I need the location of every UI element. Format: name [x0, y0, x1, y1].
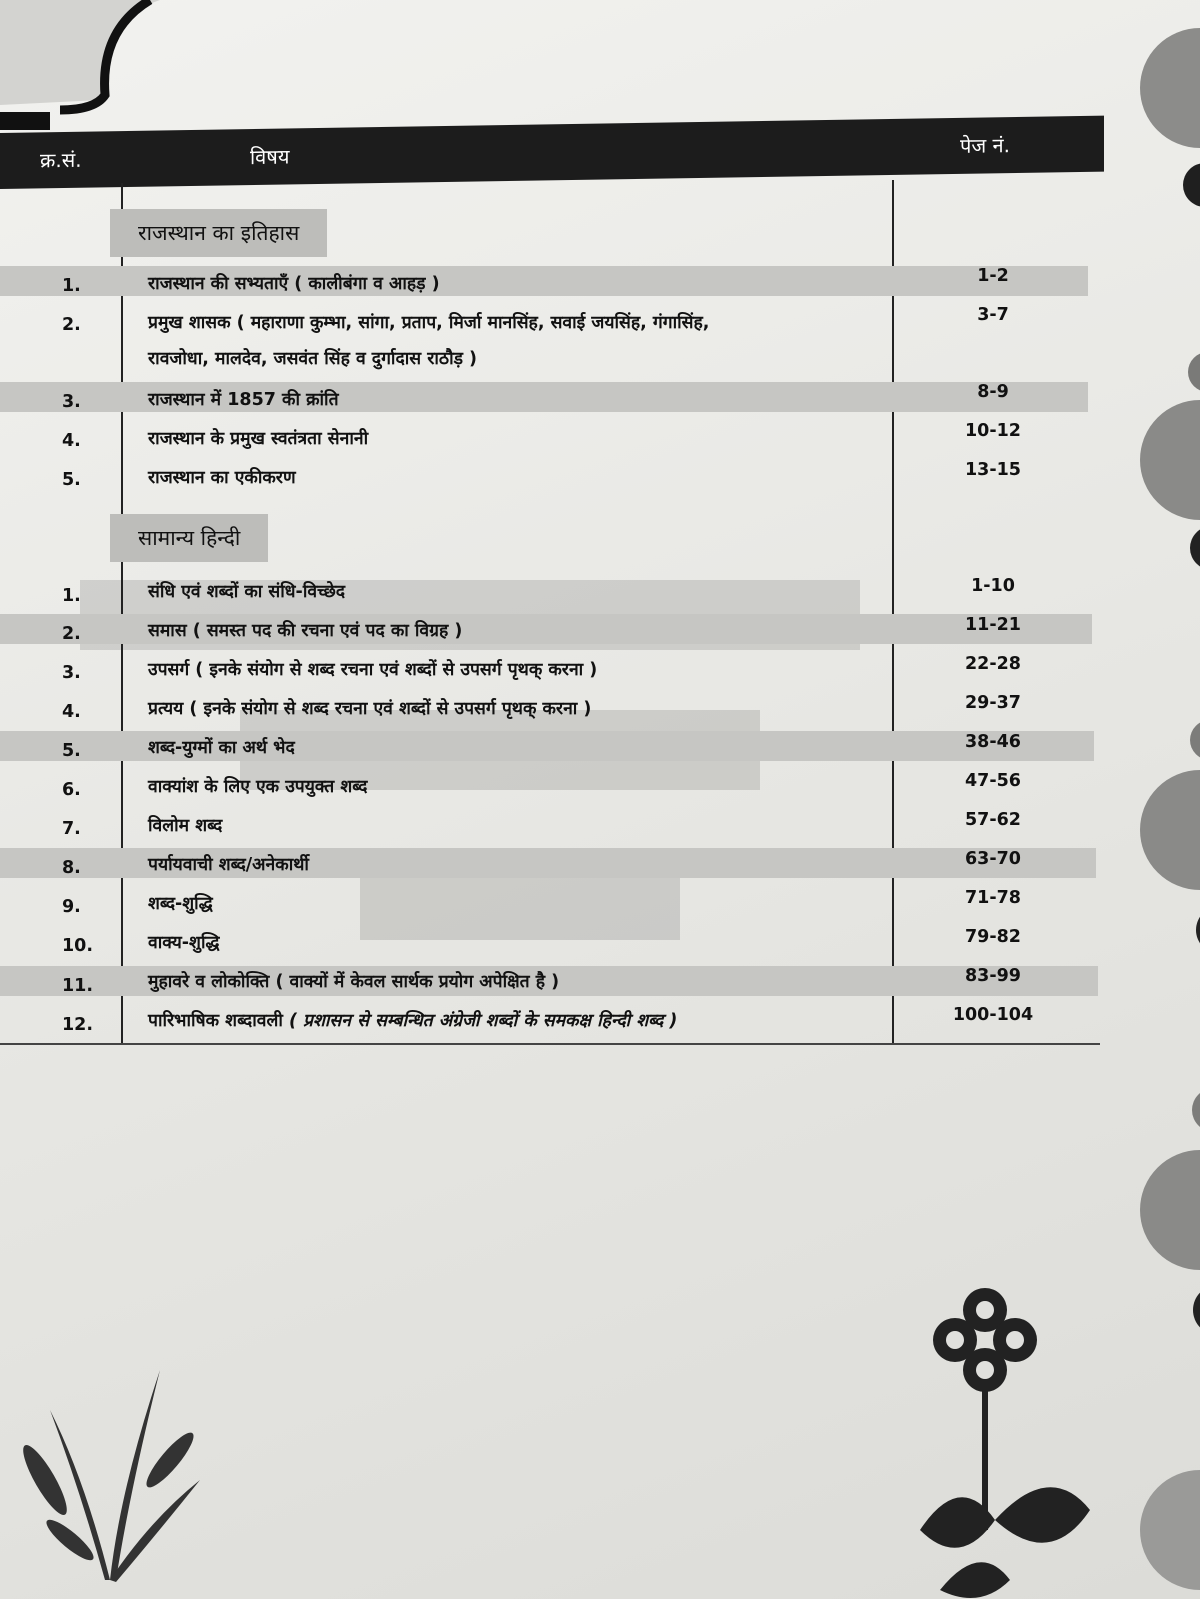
- row-page-range: 8-9: [977, 382, 1009, 402]
- row-subject: राजस्थान में 1857 की क्रांति: [148, 390, 339, 410]
- row-subject: वाक्यांश के लिए एक उपयुक्त शब्द: [148, 777, 368, 797]
- row-subject: शब्द-युग्मों का अर्थ भेद: [148, 738, 295, 758]
- row-number: 11.: [62, 976, 94, 996]
- row-subject: [148, 1009, 677, 1033]
- row-number: 10.: [62, 936, 94, 956]
- header-page-number: पेज नं.: [960, 133, 1011, 158]
- row-subject: राजस्थान की सभ्यताएँ ( कालीबंगा व आहड़ ): [148, 274, 440, 294]
- row-subject: प्रत्यय ( इनके संयोग से शब्द रचना एवं शब्दों से उपसर्ग पृथक् करना ): [148, 699, 592, 719]
- side-index-tabs: [1090, 0, 1200, 1599]
- row-subject: उपसर्ग ( इनके संयोग से शब्द रचना एवं शब्दों से उपसर्ग पृथक् करना ): [148, 660, 598, 680]
- row-page-range: 79-82: [965, 927, 1021, 947]
- row-number: 12.: [62, 1015, 94, 1035]
- table-bottom-rule: [0, 1043, 1100, 1045]
- row-subject: राजस्थान के प्रमुख स्वतंत्रता सेनानी: [148, 429, 369, 449]
- column-divider-right: [892, 180, 894, 1043]
- row-page-range: 100-104: [952, 1005, 1034, 1025]
- row-page-range: 38-46: [965, 732, 1021, 752]
- row-subject: प्रमुख शासक ( महाराणा कुम्भा, सांगा, प्रताप, मिर्जा मानसिंह, सवाई जयसिंह, गंगासिंह,: [148, 313, 710, 333]
- row-page-range: 3-7: [977, 305, 1009, 325]
- decorative-flower-right: [900, 1270, 1100, 1599]
- row-number: 6.: [62, 780, 81, 800]
- row-number: 5.: [62, 470, 81, 490]
- row-subject-note: ( प्रशासन से सम्बन्धित अंग्रेजी शब्दों के समकक्ष हिन्दी शब्द ): [288, 1011, 678, 1031]
- row-page-range: 11-21: [965, 615, 1021, 635]
- row-subject: शब्द-शुद्धि: [148, 894, 213, 914]
- section-title-general-hindi: सामान्य हिन्दी: [110, 514, 268, 562]
- row-page-range: 83-99: [965, 966, 1021, 986]
- row-subject-main: पारिभाषिक शब्दावली: [148, 1011, 283, 1031]
- row-number: 4.: [62, 431, 81, 451]
- row-number: 9.: [62, 897, 81, 917]
- section-title-rajasthan-history: राजस्थान का इतिहास: [110, 209, 327, 257]
- row-subject: पर्यायवाची शब्द/अनेकार्थी: [148, 855, 309, 875]
- row-page-range: 47-56: [965, 771, 1021, 791]
- row-page-range: 10-12: [965, 421, 1021, 441]
- row-subject: वाक्य-शुद्धि: [148, 933, 220, 953]
- row-page-range: 1-2: [977, 266, 1009, 286]
- header-serial-number: क्र.सं.: [40, 147, 82, 173]
- row-subject: राजस्थान का एकीकरण: [148, 468, 296, 488]
- row-number: 5.: [62, 741, 81, 761]
- row-number: 8.: [62, 858, 81, 878]
- column-divider-left: [121, 183, 123, 1043]
- row-page-range: 29-37: [965, 693, 1021, 713]
- row-number: 7.: [62, 819, 81, 839]
- row-page-range: 57-62: [965, 810, 1021, 830]
- corner-curl-graphic: [0, 0, 180, 140]
- row-page-range: 22-28: [965, 654, 1021, 674]
- header-subject: विषय: [250, 144, 290, 170]
- row-number: 1.: [62, 586, 81, 606]
- row-number: 2.: [62, 315, 81, 335]
- row-page-range: 63-70: [965, 849, 1021, 869]
- row-page-range: 1-10: [971, 576, 1015, 596]
- row-subject: विलोम शब्द: [148, 816, 223, 836]
- row-subject: संधि एवं शब्दों का संधि-विच्छेद: [148, 582, 346, 602]
- row-subject-continued: रावजोधा, मालदेव, जसवंत सिंह व दुर्गादास राठौड़ ): [148, 349, 478, 369]
- decorative-plant-left: [10, 1340, 210, 1590]
- row-page-range: 71-78: [965, 888, 1021, 908]
- row-subject: मुहावरे व लोकोक्ति ( वाक्यों में केवल सार्थक प्रयोग अपेक्षित है ): [148, 972, 560, 992]
- row-subject: समास ( समस्त पद की रचना एवं पद का विग्रह ): [148, 621, 463, 641]
- row-page-range: 13-15: [965, 460, 1021, 480]
- row-number: 2.: [62, 624, 81, 644]
- row-number: 3.: [62, 392, 81, 412]
- row-number: 4.: [62, 702, 81, 722]
- row-number: 1.: [62, 276, 81, 296]
- row-number: 3.: [62, 663, 81, 683]
